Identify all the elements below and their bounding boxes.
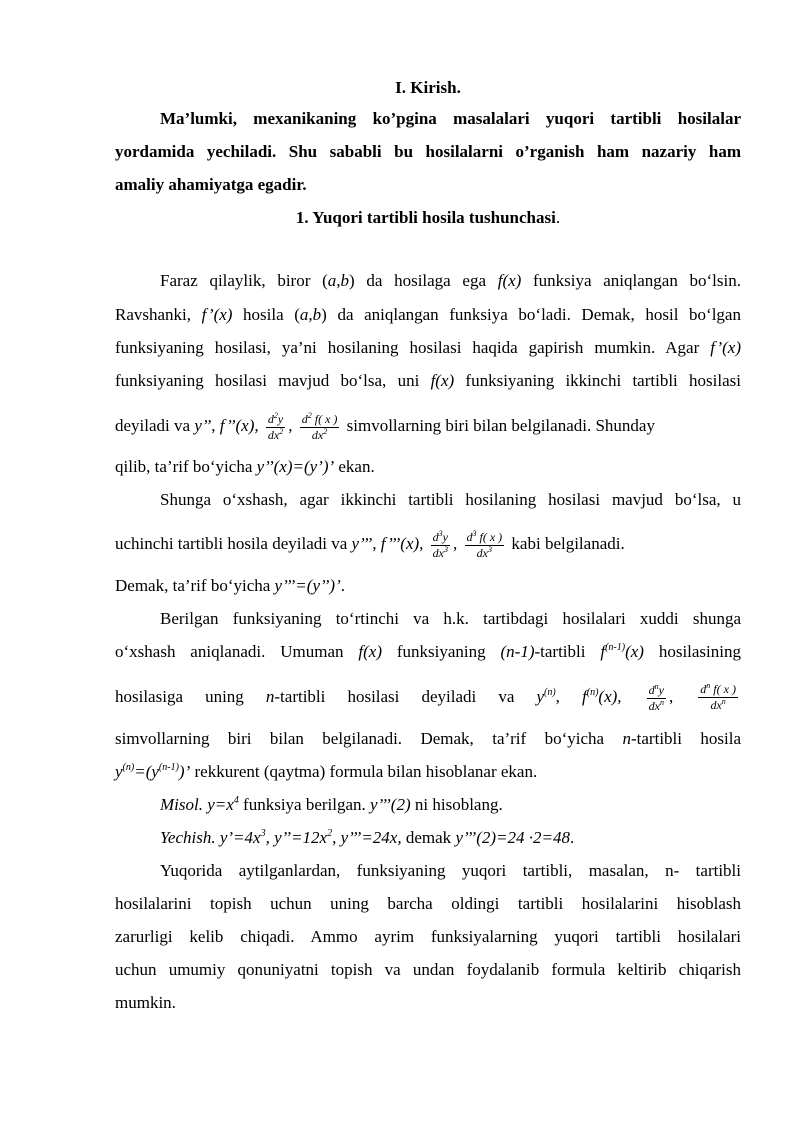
p3-line-5: $y^{(n)}=(y^{(n-1)})$’ rekkurent (qaytma) formula bilan hisoblanar ekan.: [115, 762, 538, 781]
fraction-dnf-dxn: $\frac{d^n f( x )}{dx^n}$: [700, 680, 736, 712]
p4-line-3: zarurligi kelib chiqadi. Ammo ayrim funksiyalarning yuqori tartibli hosilalari: [115, 927, 741, 946]
intro-line-1: Ma’lumki, mexanikaning ko’pgina masalalari yuqori tartibli hosilalar: [160, 109, 741, 128]
heading: I. Kirish.: [395, 78, 461, 97]
fraction-d3f-dx3: $\frac{d^3 f( x )}{dx^3}$: [466, 528, 503, 560]
p1-line-2: Ravshanki, f’(x) hosila (a,b) da aniqlangan funksiya bo‘ladi. Demak, hosil bo‘lgan: [115, 305, 741, 324]
fraction-d2y-dx2: $\frac{d^2y}{dx^2}$: [267, 410, 284, 442]
p4-line-2: hosilalarini topish uchun uning barcha oldingi tartibli hosilalarini hisoblash: [115, 894, 741, 913]
intro-line-2: yordamida yechiladi. Shu sababli bu hosilalarni o’rganish ham nazariy ham: [115, 142, 741, 161]
p3-line-3: hosilasiga uning n-tartibli hosilasi deyiladi va $y^{(n)}$, $f^{(n)}(x)$, $\frac{d^ny}{dx^n}$ , $\frac{d^n f( x )}{dx^n}$: [115, 680, 736, 713]
p2-line-3: Demak, ta’rif bo‘yicha y’’’=(y’’)’.: [115, 576, 345, 595]
p1-line-4: funksiyaning hosilasi mavjud bo‘lsa, uni f(x) funksiyaning ikkinchi tartibli hosilasi: [115, 371, 741, 390]
p2-line-1: Shunga o‘xshash, agar ikkinchi tartibli hosilaning hosilasi mavjud bo‘lsa, u: [160, 490, 741, 509]
fraction-dny-dxn: $\frac{d^ny}{dx^n}$: [648, 681, 664, 713]
intro-line-3: amaliy ahamiyatga egadir.: [115, 175, 307, 194]
p4-line-5: mumkin.: [115, 993, 176, 1012]
fraction-d2f-dx2: $\frac{d^2 f( x )}{dx^2}$: [301, 410, 338, 442]
p3-line-2: o‘xshash aniqlanadi. Umuman f(x) funksiyaning (n-1)-tartibli $f^{(n-1)}(x)$ hosilasining: [115, 642, 741, 661]
p4-line-1: Yuqorida aytilganlardan, funksiyaning yuqori tartibli, masalan, n- tartibli: [160, 861, 741, 880]
p1-line-1: Faraz qilaylik, biror (a,b) da hosilaga ega f(x) funksiya aniqlangan bo‘lsin.: [160, 271, 741, 290]
p1-line-5: deyiladi va y’’, f’’(x), $\frac{d^2y}{dx^2}$ , $\frac{d^2 f( x )}{dx^2}$ simvollarning biri bilan belgilanadi. Shunday: [115, 410, 655, 442]
section-title: 1. Yuqori tartibli hosila tushunchasi.: [295, 208, 561, 227]
p1-line-6: qilib, ta’rif bo‘yicha y’’(x)=(y’)’ ekan.: [115, 457, 375, 476]
example-line: Misol. $y=x^4$ funksiya berilgan. y’’’(2) ni hisoblang.: [160, 795, 503, 814]
p3-line-4: simvollarning biri bilan belgilanadi. Demak, ta’rif bo‘yicha n-tartibli hosila: [115, 729, 742, 748]
p1-line-3: funksiyaning hosilasi, ya’ni hosilaning hosilasi haqida gapirish mumkin. Agar f’(x): [115, 338, 741, 357]
fraction-d3y-dx3: $\frac{d^3y}{dx^3}$: [432, 528, 448, 560]
solution-line: Yechish. $y’=4x^3$, $y’’=12x^2$, y’’’=24x, demak y’’’(2)=24 ·2=48.: [160, 828, 575, 847]
p4-line-4: uchun umumiy qonuniyatni topish va undan foydalanib formula keltirib chiqarish: [115, 960, 741, 979]
p3-line-1: Berilgan funksiyaning to‘rtinchi va h.k. tartibdagi hosilalari xuddi shunga: [160, 609, 741, 628]
p2-line-2: uchinchi tartibli hosila deyiladi va y’’’, f’’’(x), $\frac{d^3y}{dx^3}$ , $\frac{d^3 f( x )}{dx^3}$ kabi belgilanadi.: [115, 528, 625, 560]
